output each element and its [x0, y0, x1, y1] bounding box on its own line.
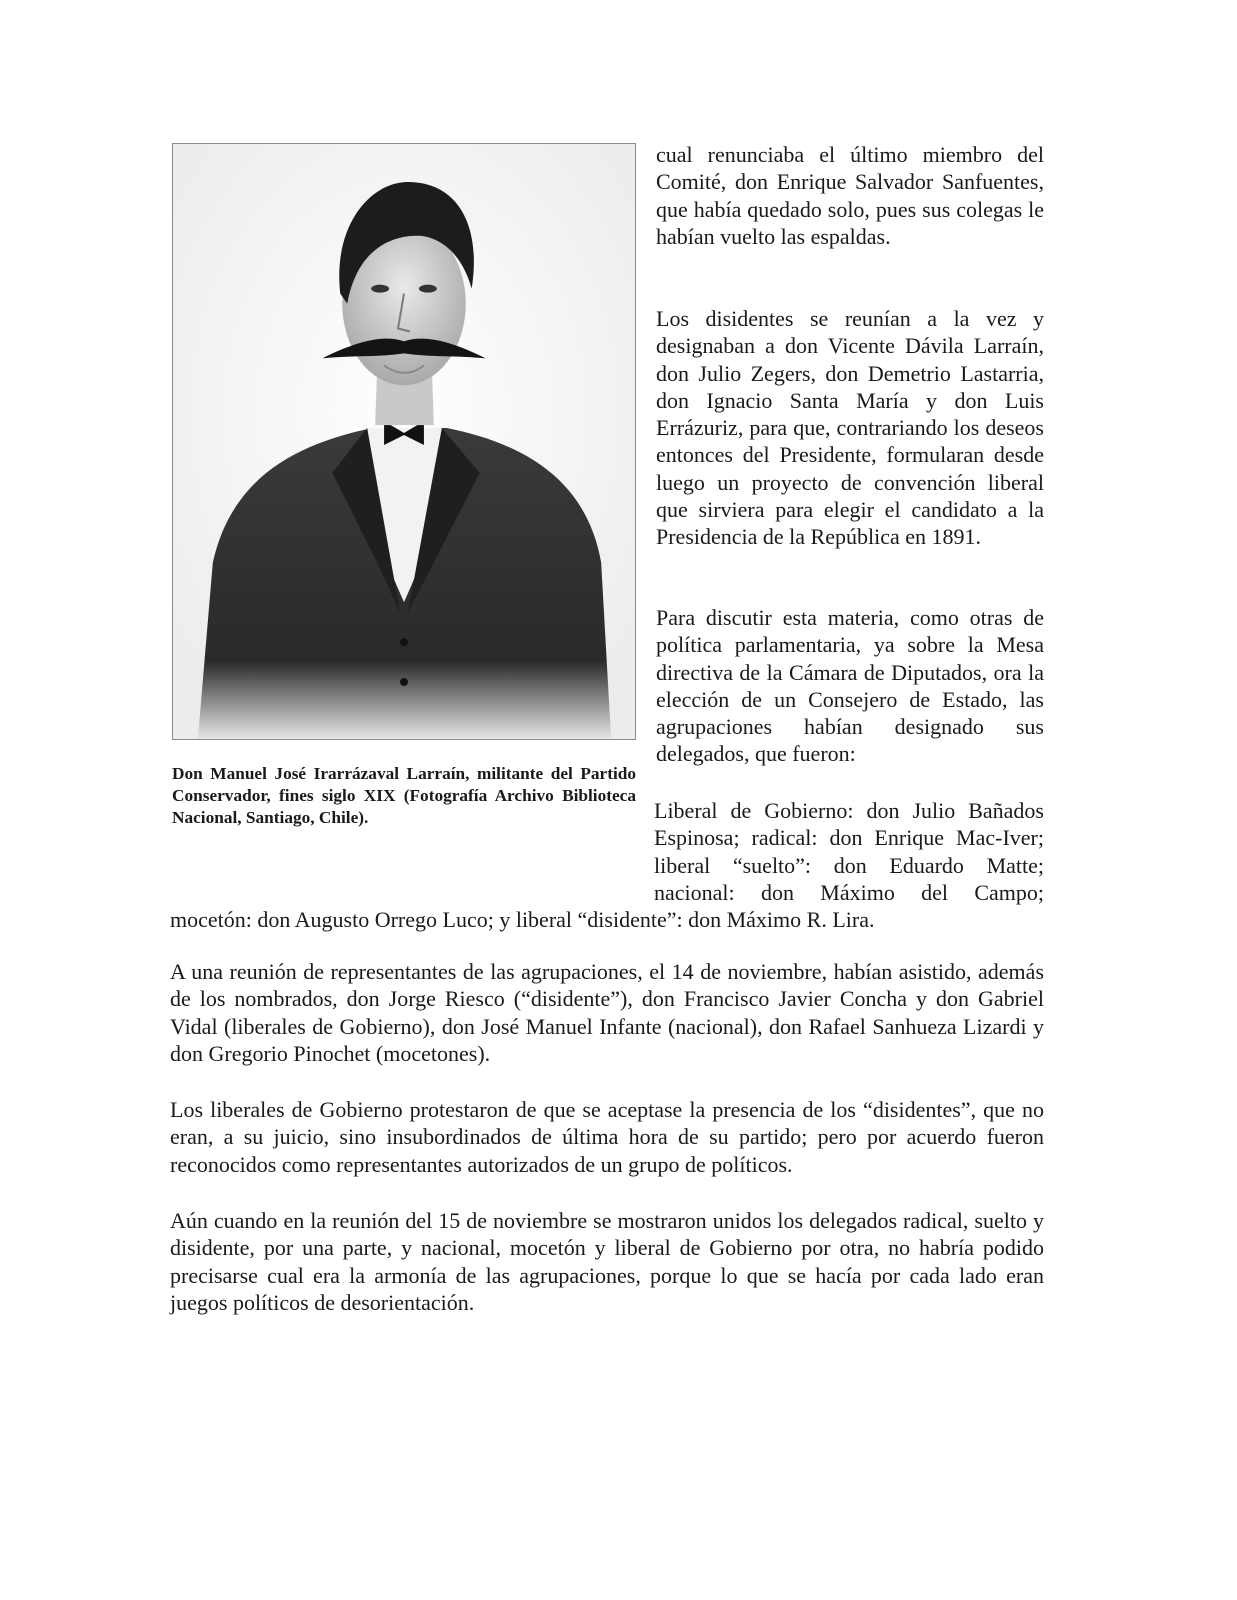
paragraph-2: Los disidentes se reunían a la vez y designaban a don Vicente Dávila Larraín, don Julio Zegers, don Demetrio Lastarria, don Ignacio Santa María y don Luis Errázuriz, para que, contrariando los deseos entonces del Presidente, formularan desde luego un proyecto de convención liberal que sirviera para elegir el candidato a la Presidencia de la República en 1891.: [656, 306, 1044, 550]
wrap-spacer: [170, 797, 654, 879]
paragraph-4: [170, 797, 1044, 933]
paragraph-7: Aún cuando en la reunión del 15 de noviembre se mostraron unidos los delegados radical, suelto y disidente, por una parte, y nacional, mocetón y liberal de Gobierno por otra, no habría podido precisarse cual era la armonía de las agrupaciones, porque lo que se hacía por cada lado eran juegos políticos de desorientación.: [170, 1208, 1044, 1315]
paragraph-6: Los liberales de Gobierno protestaron de que se aceptase la presencia de los “disidentes”, que no eran, a su juicio, sino insubordinados de última hora de su partido; pero por acuerdo fueron reconocidos como representantes autorizados de un grupo de políticos.: [170, 1097, 1044, 1177]
paragraph-3: Para discutir esta materia, como otras de política parlamentaria, ya sobre la Mesa directiva de la Cámara de Diputados, ora la elección de un Consejero de Estado, las agrupaciones habían designado sus delegados, que fueron:: [656, 605, 1044, 767]
paragraph-4-text: Liberal de Gobierno: don Julio Bañados Espinosa; radical: don Enrique Mac-Iver; liberal “suelto”: don Eduardo Matte; nacional: don Máximo del Campo; mocetón: don Augusto Orrego Luco; y liberal “disidente”: don Máximo R. Lira.: [170, 798, 1044, 933]
paragraph-1: cual renunciaba el último miembro del Comité, don Enrique Salvador Sanfuentes, que había quedado solo, pues sus colegas le habían vuelto las espaldas.: [656, 142, 1044, 249]
portrait-photograph: [172, 143, 636, 740]
portrait-figure: [173, 144, 635, 739]
figure-caption: Don Manuel José Irarrázaval Larraín, militante del Partido Conservador, fines siglo XIX (Fotografía Archivo Biblioteca Nacional, Santiago, Chile).: [172, 764, 636, 827]
paragraph-5: A una reunión de representantes de las agrupaciones, el 14 de noviembre, habían asistido, además de los nombrados, don Jorge Riesco (“disidente”), don Francisco Javier Concha y don Gabriel Vidal (liberales de Gobierno), don José Manuel Infante (nacional), don Rafael Sanhueza Lizardi y don Gregorio Pinochet (mocetones).: [170, 959, 1044, 1066]
